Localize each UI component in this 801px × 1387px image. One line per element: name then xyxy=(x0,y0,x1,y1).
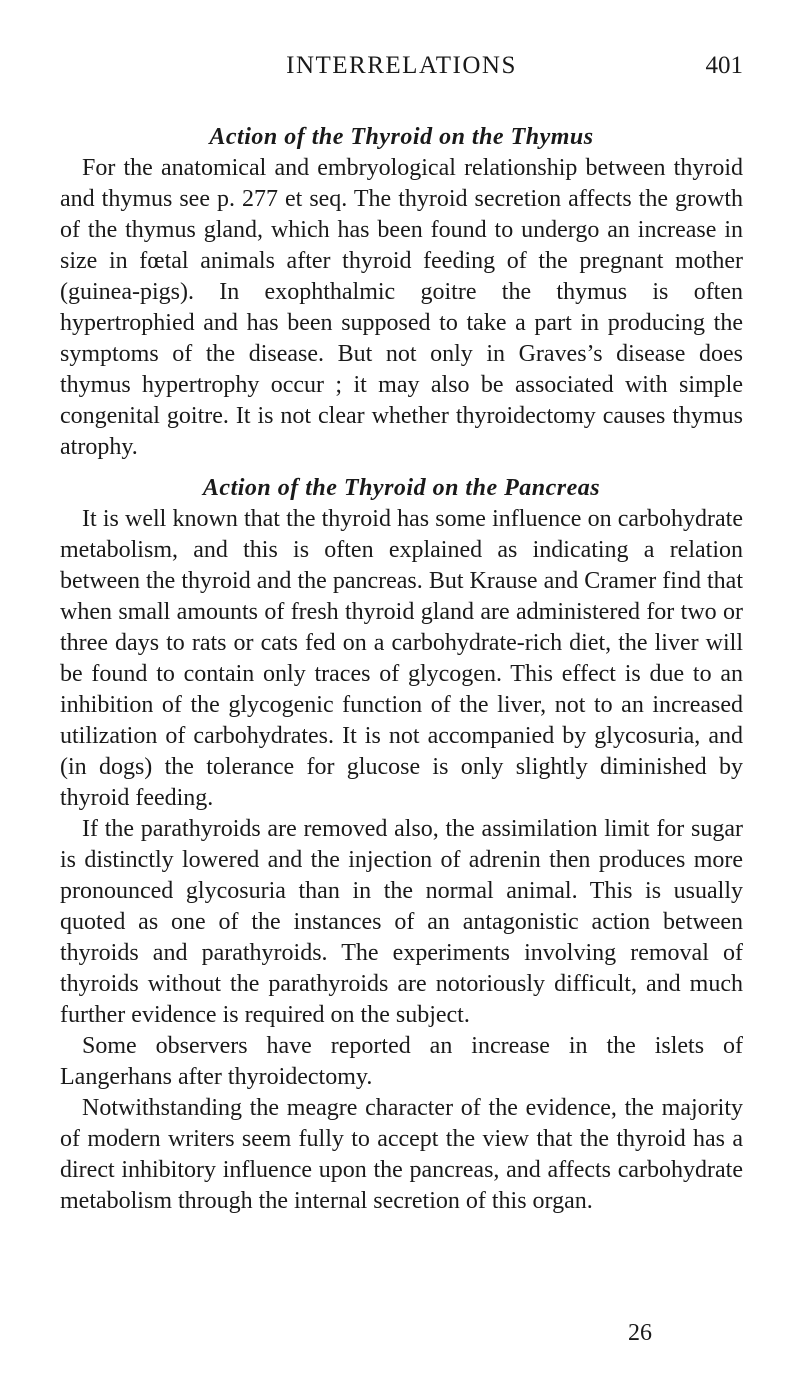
section-heading-pancreas: Action of the Thyroid on the Pancreas xyxy=(202,475,601,501)
section-heading-thymus: Action of the Thyroid on the Thymus xyxy=(209,124,594,150)
paragraph: Notwithstanding the meagre character of the evidence, the majority of modern writers seem fully to accept the view that the thyroid has a direct inhibitory influence upon the pancreas, and affects carbohydrate metabolism through the internal secretion of this organ. xyxy=(60,1095,743,1214)
paragraph: It is well known that the thyroid has some influence on carbohydrate metabolism, and this is often explained as indicating a relation between the thyroid and the pancreas. But Krause and Cramer find that when small amounts of fresh thyroid gland are administered for two or three days to rats or cats fed on a carbohydrate-rich diet, the liver will be found to contain only traces of glycogen. This effect is due to an inhibition of the glycogenic function of the liver, not to an increased utilization of carbohydrates. It is not accompanied by glycosuria, and (in dogs) the tolerance for glucose is only slightly diminished by thyroid feeding. xyxy=(60,506,743,811)
signature-mark: 26 xyxy=(628,1320,652,1346)
paragraph: Some observers have reported an increase in the islets of Langerhans after thyroidectomy. xyxy=(60,1033,743,1090)
paragraph: If the parathyroids are removed also, the assimilation limit for sugar is distinctly lowered and the injection of adrenin then produces more pronounced glycosuria than in the normal animal. This is usually quoted as one of the instances of an antagonistic action between thyroids and parathyroids. The experiments involving removal of thyroids without the parathyroids are notoriously difficult, and much further evidence is required on the subject. xyxy=(60,816,743,1028)
body-text xyxy=(60,122,743,1217)
page-number: 401 xyxy=(705,52,743,79)
paragraph: For the anatomical and embryological relationship between thyroid and thymus see p. 277 et seq. The thyroid secretion affects the growth of the thymus gland, which has been found to undergo an increase in size in fœtal animals after thyroid feeding of the pregnant mother (guinea-pigs). In exophthalmic goitre the thymus is often hypertrophied and has been supposed to take a part in producing the symptoms of the disease. But not only in Graves’s disease does thymus hypertrophy occur ; it may also be associated with simple congenital goitre. It is not clear whether thyroidectomy causes thymus atrophy. xyxy=(60,155,743,460)
running-title: INTERRELATIONS xyxy=(286,52,517,79)
running-head xyxy=(60,52,743,86)
